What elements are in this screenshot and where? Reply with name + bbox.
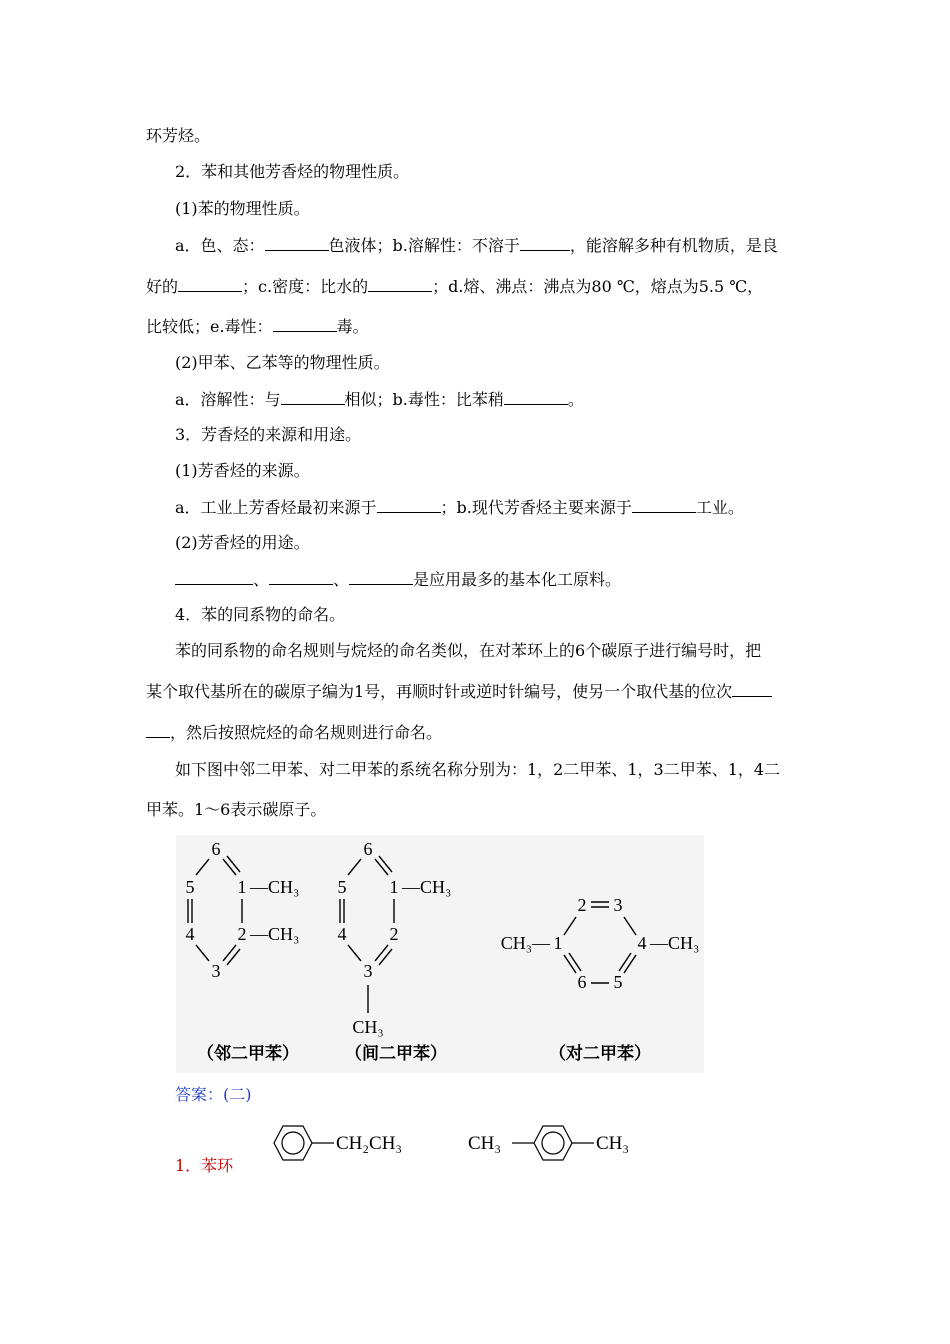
example-paragraph-line-2: 甲苯。1～6表示碳原子。 — [146, 800, 327, 819]
para-carbon-3: 3 — [613, 895, 623, 915]
meta-methyl-3: CH₃ — [352, 1017, 384, 1037]
meta-carbon-4: 4 — [337, 924, 347, 944]
usage-line: 、 、 是应用最多的基本化工原料。 — [175, 569, 621, 590]
para-carbon-6: 6 — [577, 972, 587, 992]
benzene-properties-line-1: a．色、态： 色液体；b.溶解性：不溶于 ，能溶解多种有机物质，是良 — [175, 236, 778, 255]
naming-paragraph-line-3: ，然后按照烷烃的命名规则进行命名。 — [146, 722, 442, 743]
meta-carbon-1: 1 — [389, 877, 399, 897]
meta-caption: （间二甲苯） — [345, 1044, 447, 1063]
benzene-ring-icon — [274, 1126, 312, 1160]
para-carbon-2: 2 — [577, 895, 587, 915]
section-3-heading: 3．芳香烃的来源和用途。 — [175, 425, 362, 444]
naming-paragraph-line-2: 某个取代基所在的碳原子编为1号，再顺时针或逆时针编号，使另一个取代基的位次 — [146, 681, 772, 702]
para-caption: （对二甲苯） — [549, 1044, 651, 1063]
source-line: a．工业上芳香烃最初来源于 ；b.现代芳香烃主要来源于 工业。 — [175, 498, 744, 517]
para-carbon-5: 5 — [613, 972, 623, 992]
meta-carbon-2: 2 — [389, 924, 399, 944]
answer-label: 答案：(二) — [175, 1085, 252, 1104]
para-carbon-1: 1 — [553, 933, 563, 953]
answer-item-1: 1．苯环 — [175, 1156, 234, 1175]
benzene-properties-line-3: 比较低；e.毒性： 毒。 — [146, 317, 369, 336]
para-methyl-4: —CH₃ — [650, 933, 700, 953]
ortho-caption: （邻二甲苯） — [197, 1044, 299, 1063]
subsection-2-heading: (2)甲苯、乙苯等的物理性质。 — [175, 353, 390, 372]
meta-carbon-5: 5 — [337, 877, 347, 897]
para-right-methyl: CH₃ — [596, 1133, 630, 1154]
toluene-properties-line: a．溶解性：与 相似；b.毒性：比苯稍 。 — [175, 390, 584, 409]
para-methyl-1: CH₃— — [500, 933, 550, 953]
ortho-carbon-5: 5 — [185, 877, 195, 897]
text-line-1: 环芳烃。 — [146, 126, 211, 145]
usage-heading: (2)芳香烃的用途。 — [175, 533, 310, 552]
benzene-properties-line-2: 好的 ；c.密度：比水的 ；d.熔、沸点：沸点为80 ℃，熔点为5.5 ℃， — [146, 277, 764, 296]
ortho-carbon-3: 3 — [211, 961, 221, 981]
ortho-carbon-2: 2 — [237, 924, 247, 944]
meta-methyl-1: —CH₃ — [402, 877, 452, 897]
answer-structures — [262, 1118, 652, 1168]
ethyl-group: CH₂CH₃ — [336, 1133, 403, 1154]
section-4-heading: 4．苯的同系物的命名。 — [175, 605, 346, 624]
example-paragraph-line-1: 如下图中邻二甲苯、对二甲苯的系统名称分别为：1，2二甲苯、1，3二甲苯、1，4二 — [175, 760, 781, 779]
para-carbon-4: 4 — [637, 933, 647, 953]
ortho-carbon-6: 6 — [211, 839, 221, 859]
para-left-methyl: CH₃ — [468, 1133, 502, 1154]
source-heading: (1)芳香烃的来源。 — [175, 461, 310, 480]
section-2-heading: 2．苯和其他芳香烃的物理性质。 — [175, 162, 410, 181]
naming-paragraph-line-1: 苯的同系物的命名规则与烷烃的命名类似，在对苯环上的6个碳原子进行编号时，把 — [175, 641, 762, 660]
ortho-methyl-2: —CH₃ — [250, 924, 300, 944]
ortho-carbon-1: 1 — [237, 877, 247, 897]
xylene-isomers-figure — [176, 835, 704, 1073]
benzene-ring-icon — [534, 1126, 572, 1160]
meta-carbon-6: 6 — [363, 839, 373, 859]
ortho-methyl-1: —CH₃ — [250, 877, 300, 897]
ortho-carbon-4: 4 — [185, 924, 195, 944]
subsection-1-heading: (1)苯的物理性质。 — [175, 199, 310, 218]
meta-carbon-3: 3 — [363, 961, 373, 981]
